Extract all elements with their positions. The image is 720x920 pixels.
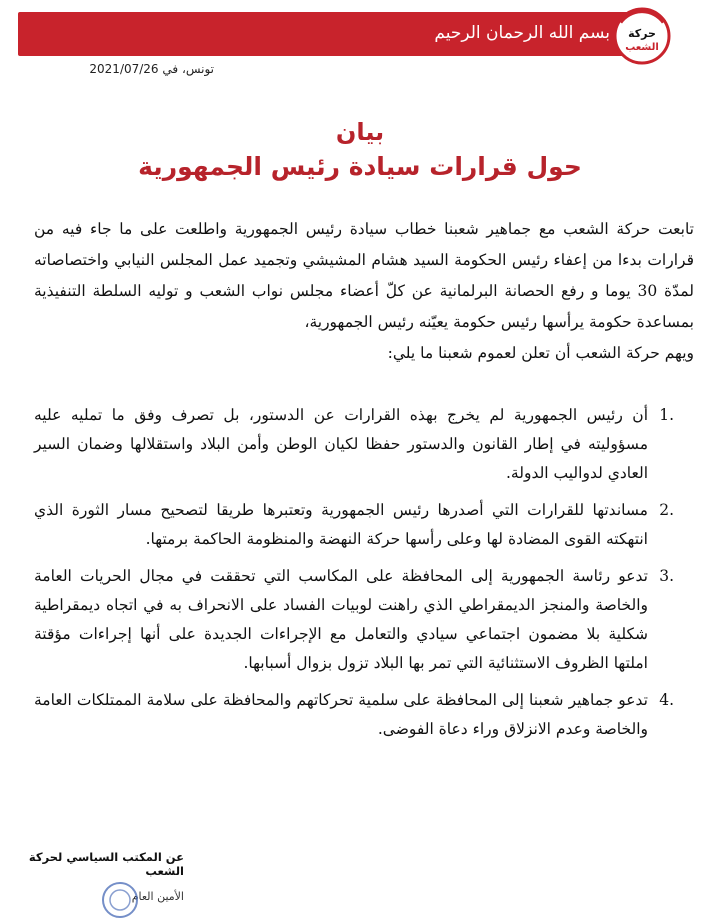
logo-text-line2: الشعب xyxy=(625,42,659,53)
signature-role: الأمين العام xyxy=(131,890,184,903)
logo-text-line1: حركة xyxy=(628,27,656,40)
item-text: أن رئيس الجمهورية لم يخرج بهذه القرارات عن الدستور، بل تصرف وفق ما تمليه عليه مسؤوليته في إطار القانون والدستور حفظا لكيان الوطن وأمن البلاد واستقلالها وضمان السير العادي لدواليب الدولة. xyxy=(34,406,648,482)
signature-org: عن المكتب السياسي لحركة الشعب xyxy=(28,850,184,878)
date-line: تونس، في 2021/07/26 xyxy=(89,62,214,76)
item-number: .2 xyxy=(659,501,674,519)
item-text: تدعو رئاسة الجمهورية إلى المحافظة على المكاسب التي تحققت في مجال الحريات العامة والخاصة والمنجز الديمقراطي الذي راهنت لوبيات الفساد على الانحراف به في اتجاه ديمقراطية شكلية بلا مضمون اجتماعي سيادي والتعامل مع الإجراءات الجديدة على أنها إجراءات مؤقتة املتها الظروف الاستثنائية التي تمر بها البلاد تزول بزوال أسبابها. xyxy=(34,567,648,672)
party-logo xyxy=(590,6,694,66)
list-item xyxy=(34,686,674,744)
item-text: تدعو جماهير شعبنا إلى المحافظة على سلمية تحركاتهم والمحافظة على سلامة الممتلكات العامة والخاصة وعدم الانزلاق وراء دعاة الفوضى. xyxy=(34,691,648,738)
statement-subtitle: حول قرارات سيادة رئيس الجمهورية xyxy=(138,152,582,181)
intro-paragraph: تابعت حركة الشعب مع جماهير شعبنا خطاب سيادة رئيس الجمهورية واطلعت على ما جاء فيه من قرارات بدءا من إعفاء رئيس الحكومة السيد هشام المشيشي وتجميد عمل المجلس النيابي واختصاصاته لمدّة 30 يوما و رفع الحصانة البرلمانية عن كلّ أعضاء مجلس نواب الشعب و توليه السلطة التنفيذية بمساعدة حكومة يرأسها رئيس حكومة يعيّنه رئيس الجمهورية، xyxy=(34,220,694,331)
intro-lead: ويهم حركة الشعب أن تعلن لعموم شعبنا ما يلي: xyxy=(387,344,694,362)
list-item xyxy=(34,496,674,554)
bismillah-text: بسم الله الرحمان الرحيم xyxy=(434,23,610,43)
item-number: .3 xyxy=(659,567,674,585)
list-item xyxy=(34,562,674,678)
stamp-icon xyxy=(100,880,140,920)
statement-title: بيان xyxy=(335,118,385,146)
signature-block xyxy=(0,850,184,903)
item-text: مساندتها للقرارات التي أصدرها رئيس الجمهورية وتعتبرها طريقا لتصحيح مسار الثورة الذي انتهكته القوى المضادة لها وعلى رأسها حركة النهضة والمنظومة الحاكمة برمتها. xyxy=(34,501,648,548)
item-number: .4 xyxy=(659,691,674,709)
item-number: .1 xyxy=(659,406,674,424)
intro-section xyxy=(34,214,694,369)
statement-items xyxy=(34,401,674,752)
list-item xyxy=(34,401,674,488)
